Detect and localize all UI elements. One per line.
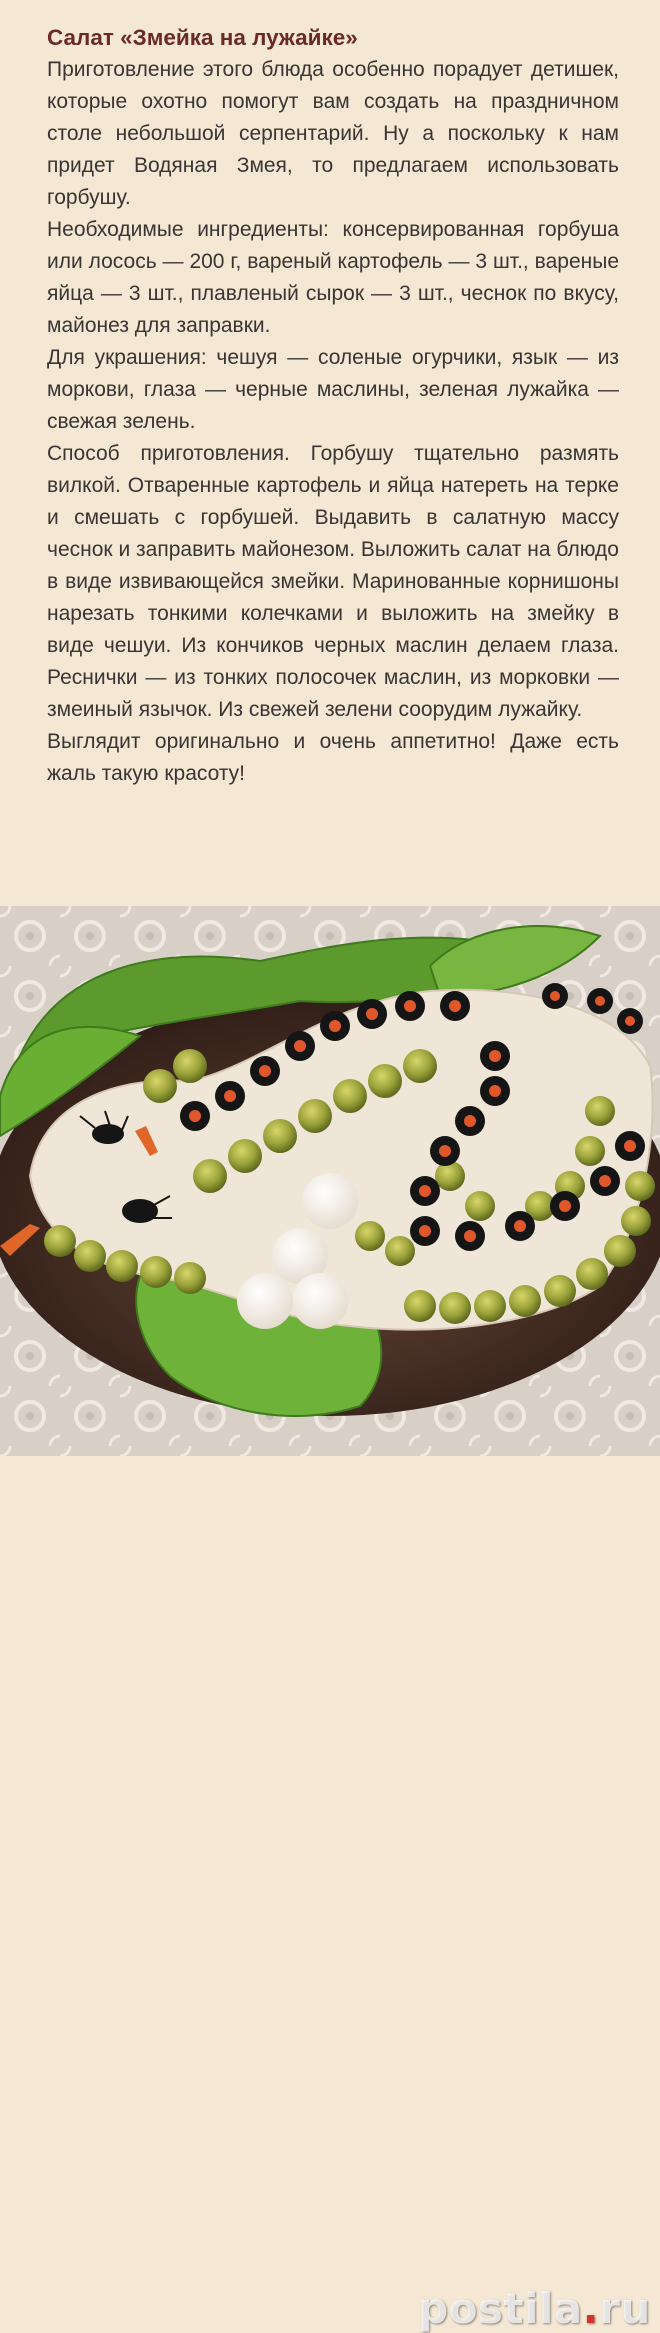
closing-paragraph: Выглядит оригинально и очень аппетитно! Даже есть жаль такую красоту!	[47, 730, 619, 785]
salad-illustration	[0, 906, 660, 1456]
ingredients-paragraph: Необходимые ингредиенты: консервированная горбуша или лосось — 200 г, вареный картофель — 3 шт., вареные яйца — 3 шт., плавленый сырок — 3 шт., чеснок по вкусу, майонез для заправки.	[47, 218, 619, 337]
method-paragraph: Способ приготовления. Горбушу тщательно размять вилкой. Отваренные картофель и яйца натереть на терке и смешать с горбушей. Выдавить в салатную массу чеснок и заправить майонезом. Выложить салат на блюдо в виде извивающейся змейки. Маринованные корнишоны нарезать тонкими колечками и выложить на змейку в виде чешуи. Из кончиков черных маслин делаем глаза. Реснички — из тонких полосочек маслин, из морковки — змеиный язычок. Из свежей зелени соорудим лужайку.	[47, 442, 619, 721]
article-text	[47, 22, 619, 790]
article	[0, 0, 660, 905]
watermark: postila.ru	[418, 2284, 651, 2333]
decoration-paragraph: Для украшения: чешуя — соленые огурчики, язык — из моркови, глаза — черные маслины, зеленая лужайка — свежая зелень.	[47, 346, 619, 433]
snake-salad-photo	[0, 906, 660, 2333]
olive-eye	[92, 1124, 124, 1144]
article-title: Салат «Змейка на лужайке»	[47, 25, 358, 50]
intro-paragraph: Приготовление этого блюда особенно порадует детишек, которые охотно помогут вам создать на праздничном столе небольшой серпентарий. Ну а поскольку к нам придет Водяная Змея, то предлагаем использовать горбушу.	[47, 58, 619, 209]
